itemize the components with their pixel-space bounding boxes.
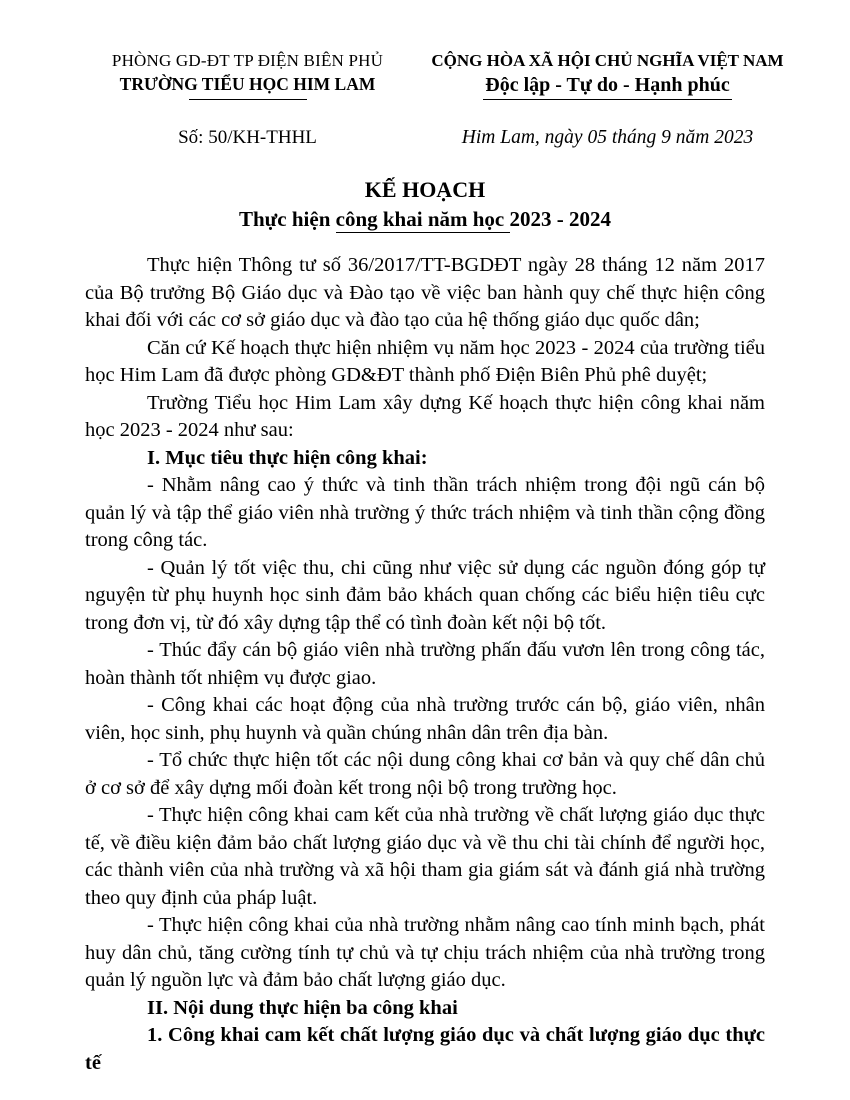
bullet-paragraph: - Nhằm nâng cao ý thức và tinh thần trách nhiệm trong đội ngũ cán bộ quản lý và tập thể giáo viên nhà trường ý thức trách nhiệm và tinh thần cộng đồng trong công tác. <box>85 474 765 551</box>
document-subtitle <box>0 204 850 235</box>
national-title: CỘNG HÒA XÃ HỘI CHỦ NGHĨA VIỆT NAM <box>431 51 784 70</box>
paragraph: Trường Tiểu học Him Lam xây dựng Kế hoạch thực hiện công khai năm học 2023 - 2024 như sau: <box>85 391 765 441</box>
document-title: KẾ HOẠCH <box>364 177 486 202</box>
paragraph: Căn cứ Kế hoạch thực hiện nhiệm vụ năm học 2023 - 2024 của trường tiểu học Him Lam đã được phòng GD&ĐT thành phố Điện Biên Phủ phê duyệt; <box>85 336 765 386</box>
document-body <box>0 252 850 1077</box>
doc-number: Số: 50/KH-THHL <box>178 127 317 148</box>
bullet-paragraph: - Quản lý tốt việc thu, chi cũng như việc sử dụng các nguồn đóng góp tự nguyện từ phụ huynh học sinh đảm bảo khách quan chống các biểu hiện tiêu cực trong đơn vị, từ đó xây dựng tập thể có tình đoàn kết nội bộ tốt. <box>85 556 765 634</box>
subtitle-suffix: 2023 - 2024 <box>509 207 611 231</box>
subtitle-underlined-part: công khai năm học <box>335 207 510 231</box>
national-motto: Độc lập - Tự do - Hạnh phúc <box>483 73 731 100</box>
bullet-paragraph: - Thúc đẩy cán bộ giáo viên nhà trường phấn đấu vươn lên trong công tác, hoàn thành tốt nhiệm vụ được giao. <box>85 639 765 689</box>
section-heading-ii: II. Nội dung thực hiện ba công khai <box>147 996 458 1019</box>
bullet-paragraph: - Tổ chức thực hiện tốt các nội dung công khai cơ bản và quy chế dân chủ ở cơ sở để xây dựng mối đoàn kết trong nội bộ trong trường học. <box>85 749 765 799</box>
issuer-department: PHÒNG GD-ĐT TP ĐIỆN BIÊN PHỦ <box>111 51 384 70</box>
place-and-date: Him Lam, ngày 05 tháng 9 năm 2023 <box>461 127 754 148</box>
header-issuer-block <box>75 50 420 100</box>
issuer-underline-rule <box>189 99 307 100</box>
issuer-school-name: TRƯỜNG TIỂU HỌC HIM LAM <box>119 74 376 94</box>
title-block <box>0 176 850 235</box>
bullet-paragraph: - Công khai các hoạt động của nhà trường trước cán bộ, giáo viên, nhân viên, học sinh, phụ huynh và quần chúng nhân dân trên địa bàn. <box>85 694 765 744</box>
subsection-heading-1: 1. Công khai cam kết chất lượng giáo dục và chất lượng giáo dục thực tế <box>85 1024 765 1074</box>
bullet-paragraph: - Thực hiện công khai cam kết của nhà trường về chất lượng giáo dục thực tế, về điều kiện đảm bảo chất lượng giáo dục và về thu chi tài chính để người học, các thành viên của nhà trường và xã hội tham gia giám sát và đánh giá nhà trường theo quy định của pháp luật. <box>85 804 765 909</box>
doc-meta-row <box>0 127 850 149</box>
header-national-block <box>420 50 795 100</box>
section-heading-i: I. Mục tiêu thực hiện công khai: <box>147 446 428 469</box>
document-header <box>0 0 850 100</box>
subtitle-prefix: Thực hiện <box>239 207 336 231</box>
bullet-paragraph: - Thực hiện công khai của nhà trường nhằm nâng cao tính minh bạch, phát huy dân chủ, tăng cường tính tự chủ và tự chịu trách nhiệm của nhà trường trong quản lý nguồn lực và đảm bảo chất lượng giáo dục. <box>85 914 765 991</box>
paragraph: Thực hiện Thông tư số 36/2017/TT-BGDĐT ngày 28 tháng 12 năm 2017 của Bộ trưởng Bộ Giáo dục và Đào tạo về việc ban hành quy chế thực hiện công khai đối với các cơ sở giáo dục và đào tạo của hệ thống giáo dục quốc dân; <box>85 254 765 331</box>
